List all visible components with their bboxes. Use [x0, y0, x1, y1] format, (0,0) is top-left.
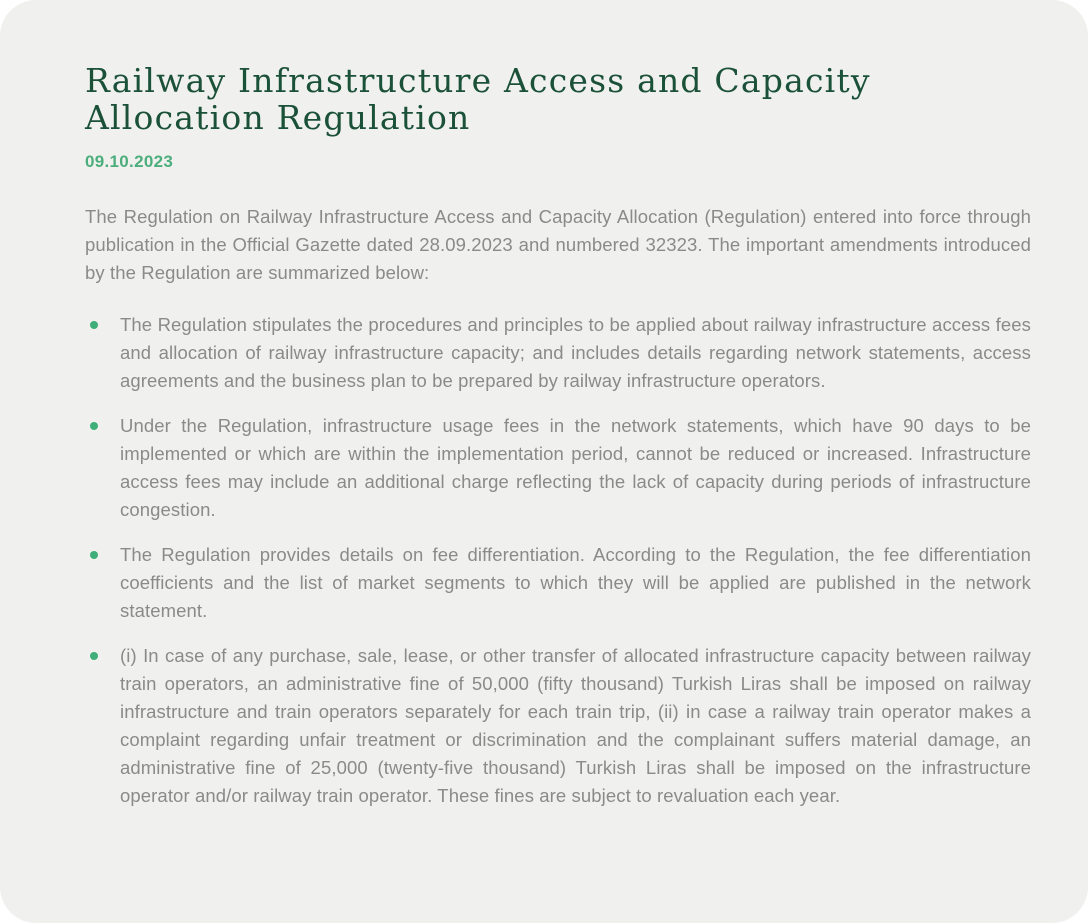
list-item: [85, 642, 1031, 810]
list-item: [85, 541, 1031, 625]
bullet-icon: [90, 321, 98, 329]
bullet-icon: [90, 551, 98, 559]
bullet-list: [85, 311, 1031, 810]
page-title: Railway Infrastructure Access and Capacity Allocation Regulation: [85, 61, 871, 137]
list-item: [85, 311, 1031, 395]
intro-paragraph: The Regulation on Railway Infrastructure Access and Capacity Allocation (Regulation) entered into force through publication in the Official Gazette dated 28.09.2023 and numbered 32323. The important amendments introduced by the Regulation are summarized below:: [85, 206, 1031, 283]
bullet-icon: [90, 652, 98, 660]
publish-date: 09.10.2023: [85, 152, 174, 171]
list-item-text: The Regulation stipulates the procedures and principles to be applied about railway infrastructure access fees and allocation of railway infrastructure capacity; and includes details regarding network statements, access agreements and the business plan to be prepared by railway infrastructure operators.: [120, 314, 1031, 391]
list-item-text: Under the Regulation, infrastructure usage fees in the network statements, which have 90 days to be implemented or which are within the implementation period, cannot be reduced or increased. Infrastructure access fees may include an additional charge reflecting the lack of capacity during periods of infrastructure congestion.: [120, 415, 1031, 520]
list-item-text: (i) In case of any purchase, sale, lease, or other transfer of allocated infrastructure capacity between railway train operators, an administrative fine of 50,000 (fifty thousand) Turkish Liras shall be imposed on railway infrastructure and train operators separately for each train trip, (ii) in case a railway train operator makes a complaint regarding unfair treatment or discrimination and the complainant suffers material damage, an administrative fine of 25,000 (twenty-five thousand) Turkish Liras shall be imposed on the infrastructure operator and/or railway train operator. These fines are subject to revaluation each year.: [120, 645, 1031, 806]
list-item: [85, 412, 1031, 524]
bullet-icon: [90, 422, 98, 430]
list-item-text: The Regulation provides details on fee differentiation. According to the Regulation, the fee differentiation coefficients and the list of market segments to which they will be applied are published in the network statement.: [120, 544, 1031, 621]
